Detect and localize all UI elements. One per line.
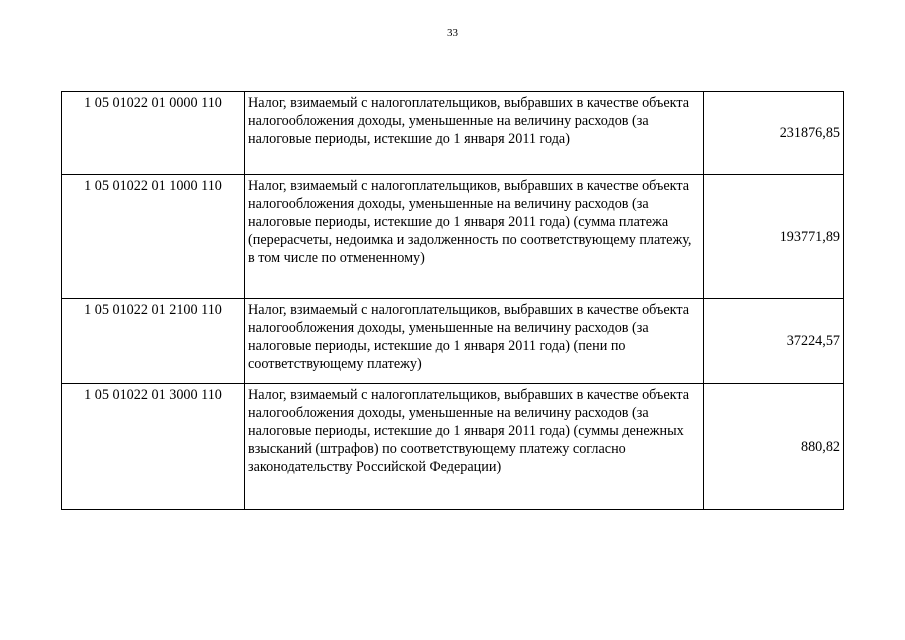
budget-code-cell: 1 05 01022 01 0000 110 [62, 92, 245, 175]
page-number: 33 [447, 27, 458, 39]
revenue-table [61, 91, 844, 510]
revenue-name-cell: Налог, взимаемый с налогоплательщиков, выбравших в качестве объекта налогообложения доходы, уменьшенные на величину расходов (за налоговые периоды, истекшие до 1 января 2011 года) (сумма платежа (перерасчеты, недоимка и задолженность по соответствующему платежу, в том числе по отмененному) [245, 175, 704, 299]
table-row [62, 299, 844, 384]
budget-code-cell: 1 05 01022 01 1000 110 [62, 175, 245, 299]
table-row [62, 384, 844, 510]
amount-cell: 193771,89 [704, 175, 844, 299]
amount-cell: 231876,85 [704, 92, 844, 175]
amount-cell: 37224,57 [704, 299, 844, 384]
budget-code-cell: 1 05 01022 01 2100 110 [62, 299, 245, 384]
revenue-name-cell: Налог, взимаемый с налогоплательщиков, выбравших в качестве объекта налогообложения доходы, уменьшенные на величину расходов (за налоговые периоды, истекшие до 1 января 2011 года) (пени по соответствующему платежу) [245, 299, 704, 384]
table-row [62, 92, 844, 175]
budget-code-cell: 1 05 01022 01 3000 110 [62, 384, 245, 510]
table-row [62, 175, 844, 299]
amount-cell: 880,82 [704, 384, 844, 510]
revenue-name-cell: Налог, взимаемый с налогоплательщиков, выбравших в качестве объекта налогообложения доходы, уменьшенные на величину расходов (за налоговые периоды, истекшие до 1 января 2011 года) (суммы денежных взысканий (штрафов) по соответствующему платежу согласно законодательству Российской Федерации) [245, 384, 704, 510]
revenue-name-cell: Налог, взимаемый с налогоплательщиков, выбравших в качестве объекта налогообложения доходы, уменьшенные на величину расходов (за налоговые периоды, истекшие до 1 января 2011 года) [245, 92, 704, 175]
